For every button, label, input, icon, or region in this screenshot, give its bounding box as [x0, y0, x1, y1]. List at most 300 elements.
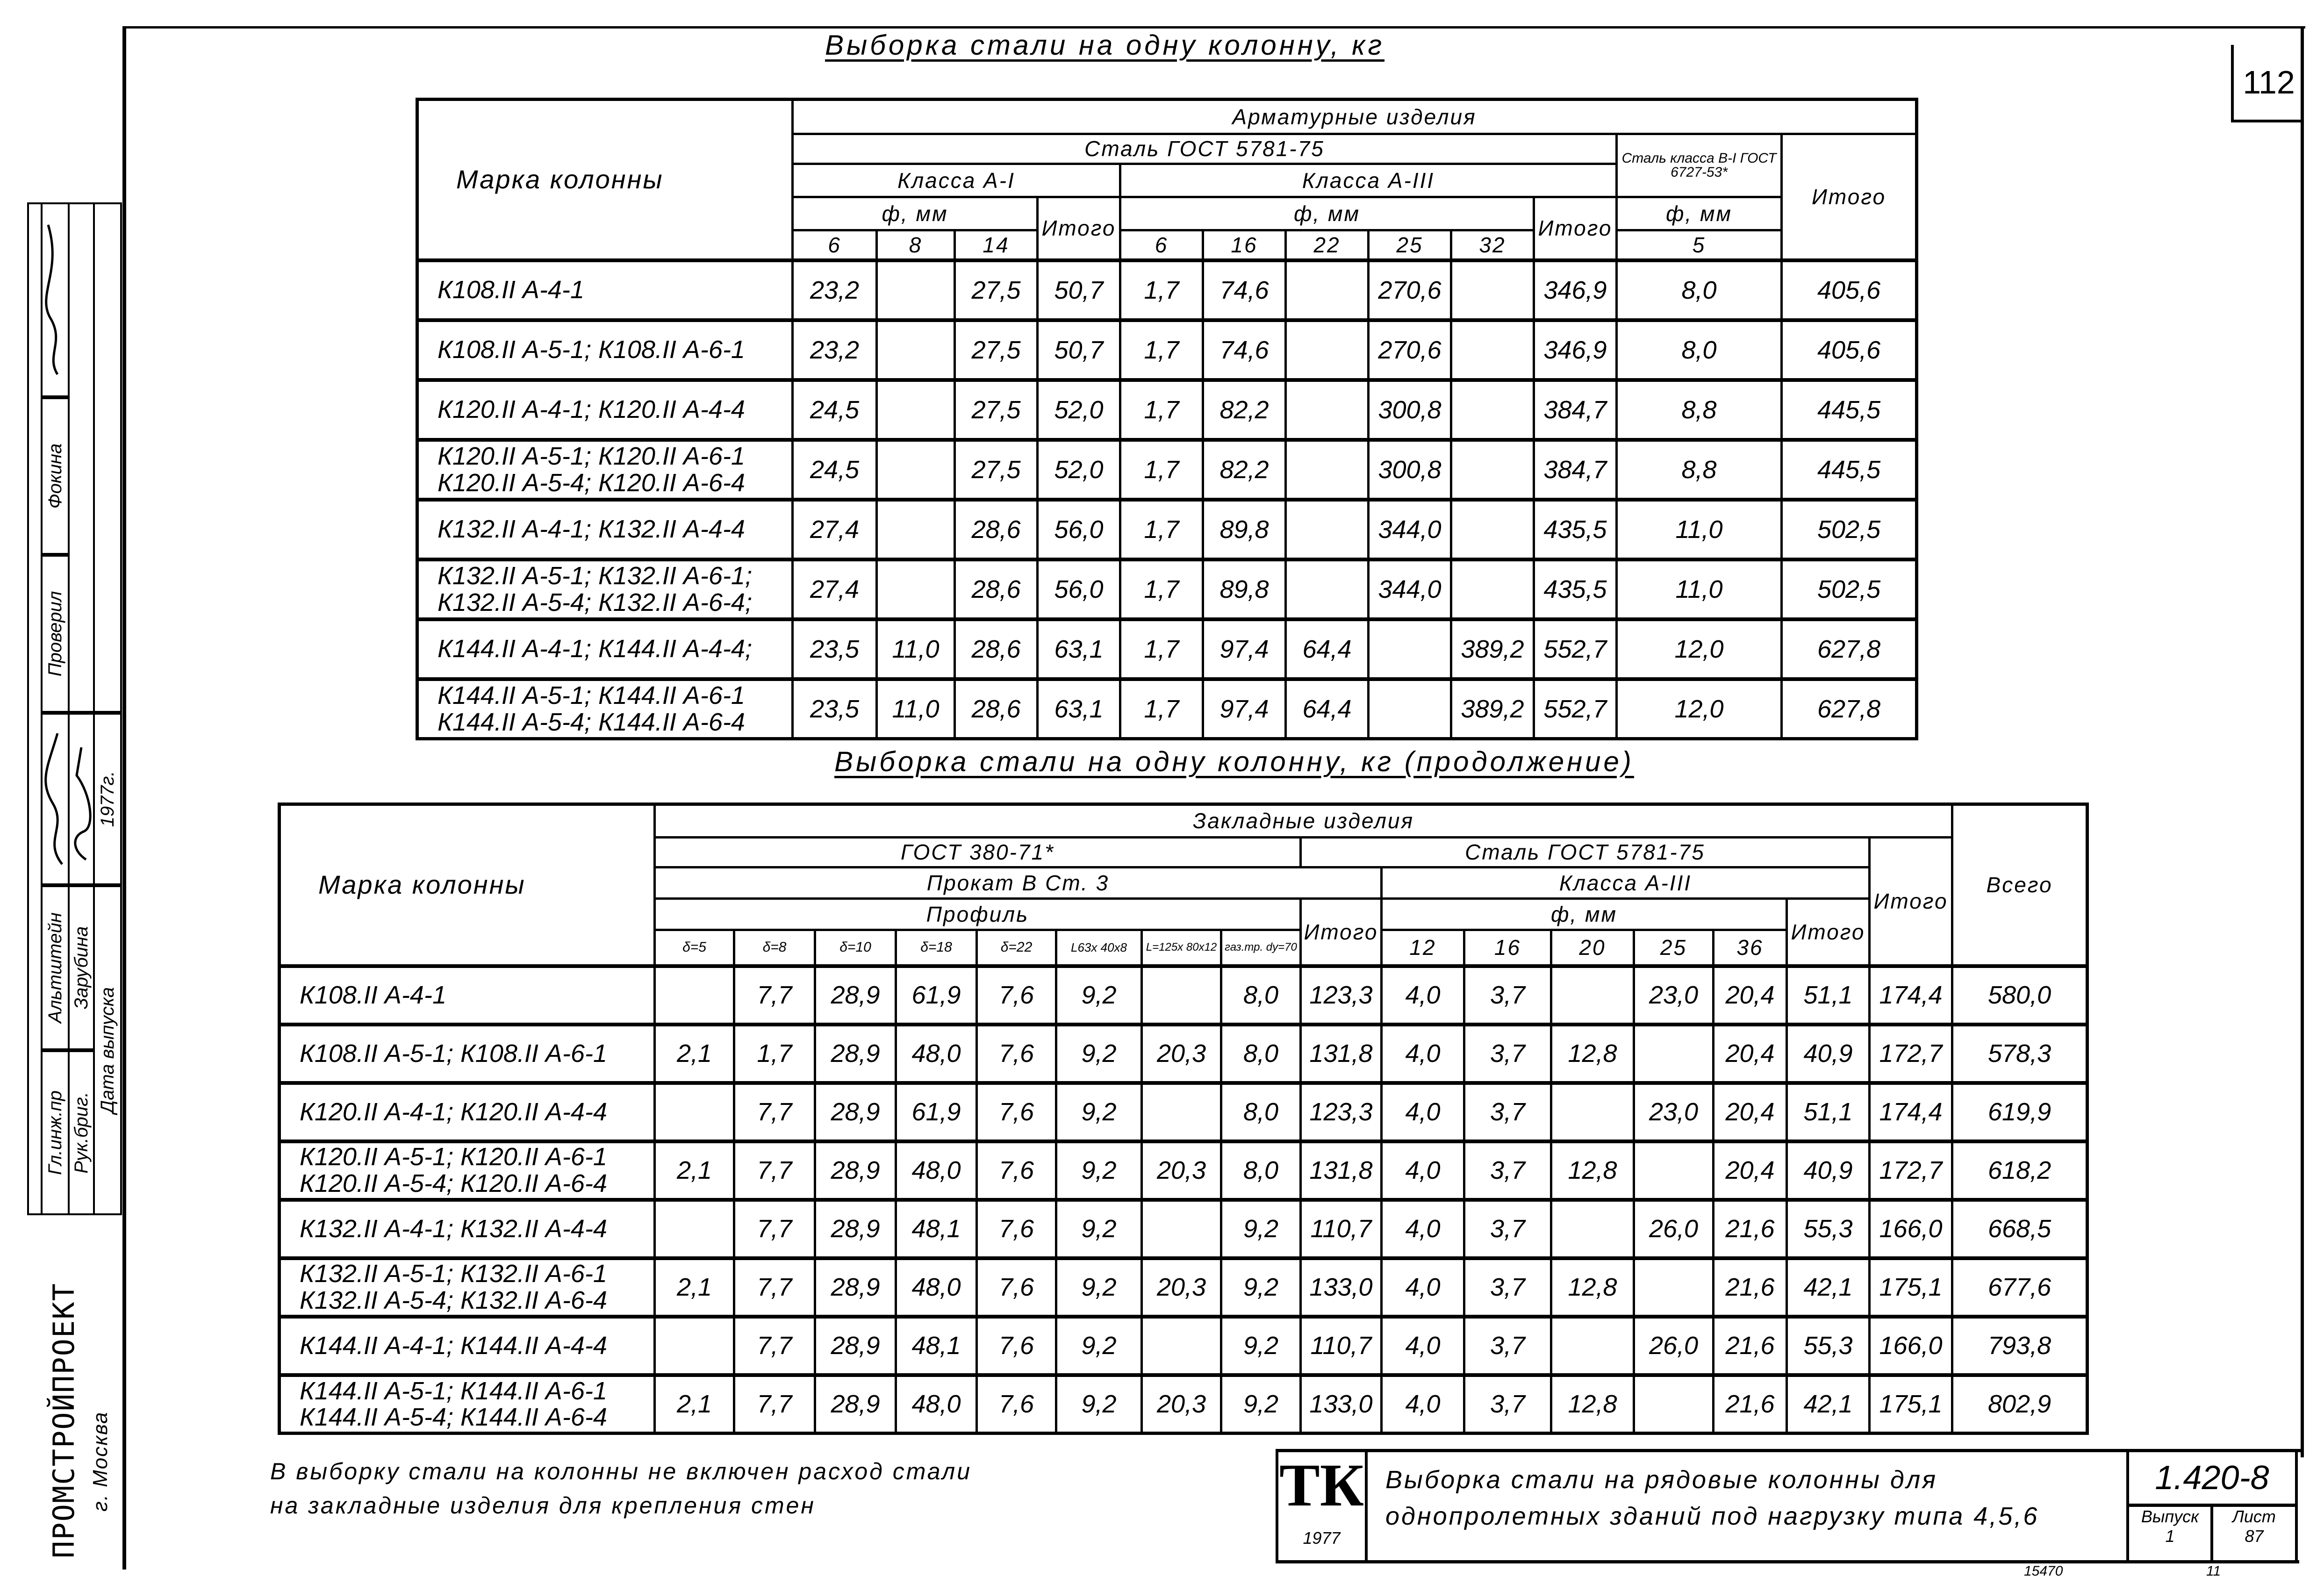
signature [68, 713, 95, 885]
value-cell [1142, 1317, 1221, 1375]
value-cell [1142, 1083, 1221, 1141]
value-cell: 8,8 [1617, 440, 1782, 500]
value-cell: 20,3 [1142, 1025, 1221, 1083]
title-block-bottom-border [1276, 1560, 2299, 1563]
value-cell: 48,0 [896, 1141, 977, 1200]
header-prokat: Прокат В Ст. 3 [655, 867, 1382, 899]
value-cell [1451, 440, 1534, 500]
value-cell [1286, 380, 1369, 440]
value-cell: 64,4 [1286, 679, 1369, 739]
value-cell: 23,2 [793, 260, 877, 320]
value-cell: 7,6 [977, 1375, 1056, 1433]
value-cell: 61,9 [896, 1083, 977, 1141]
value-cell [1551, 966, 1634, 1025]
value-cell: 8,0 [1617, 260, 1782, 320]
value-cell: 55,3 [1787, 1200, 1870, 1258]
header-group: Закладные изделия [655, 804, 1952, 838]
value-cell: 270,6 [1369, 320, 1451, 380]
header-d: 5 [1617, 230, 1782, 260]
value-cell [1286, 260, 1369, 320]
value-cell: 20,4 [1714, 1025, 1787, 1083]
header-d: 25 [1634, 930, 1714, 966]
value-cell: 502,5 [1782, 559, 1917, 619]
value-cell: 42,1 [1787, 1258, 1870, 1317]
value-cell [1634, 1025, 1714, 1083]
header-profile: δ=10 [815, 930, 896, 966]
value-cell: 9,2 [1056, 1375, 1142, 1433]
stamp-role: Дата выпуска [93, 885, 122, 1215]
value-cell: 4,0 [1382, 1025, 1464, 1083]
stamp-year: 1977г. [93, 713, 122, 885]
header-profile: δ=22 [977, 930, 1056, 966]
header-profile: газ.тр. dу=70 [1221, 930, 1301, 966]
value-cell: 28,9 [815, 1025, 896, 1083]
footnote-line: на закладные изделия для крепления стен [270, 1492, 816, 1519]
header-steel-gost: Сталь ГОСТ 5781-75 [793, 134, 1617, 164]
value-cell: 20,3 [1142, 1375, 1221, 1433]
value-cell: 48,0 [896, 1025, 977, 1083]
value-cell: 677,6 [1952, 1258, 2087, 1317]
value-cell [1451, 500, 1534, 559]
value-cell [1451, 380, 1534, 440]
value-cell: 7,6 [977, 1200, 1056, 1258]
column-mark-cell: К144.II А-4-1; К144.II А-4-4 [280, 1317, 655, 1375]
value-cell [1286, 500, 1369, 559]
column-mark-cell: К108.II А-5-1; К108.II А-6-1 [280, 1025, 655, 1083]
approval-stamp [0, 202, 124, 1568]
tk-logo-box [1276, 1452, 1368, 1562]
header-mark: Марка колонны [417, 100, 793, 260]
table-embedded-items [278, 803, 2089, 1435]
value-cell: 502,5 [1782, 500, 1917, 559]
value-cell: 20,4 [1714, 966, 1787, 1025]
table2-title: Выборка стали на одну колонну, кг (продолжение) [834, 746, 1634, 777]
value-cell: 4,0 [1382, 1317, 1464, 1375]
sheet-cell [2210, 1507, 2298, 1561]
header-grand-total: Всего [1952, 804, 2087, 966]
column-mark-cell: К144.II А-4-1; К144.II А-4-4; [417, 619, 793, 679]
stamp-empty [93, 202, 122, 713]
title-block [1276, 1449, 2304, 1564]
value-cell: 12,8 [1551, 1375, 1634, 1433]
value-cell: 346,9 [1534, 320, 1617, 380]
value-cell: 28,9 [815, 1258, 896, 1317]
header-d: 16 [1203, 230, 1286, 260]
value-cell: 23,0 [1634, 1083, 1714, 1141]
value-cell: 55,3 [1787, 1317, 1870, 1375]
value-cell: 9,2 [1221, 1317, 1301, 1375]
value-cell: 21,6 [1714, 1317, 1787, 1375]
table-row [280, 1083, 2087, 1141]
value-cell: 1,7 [734, 1025, 815, 1083]
value-cell: 97,4 [1203, 679, 1286, 739]
value-cell: 40,9 [1787, 1141, 1870, 1200]
value-cell [1286, 320, 1369, 380]
value-cell: 1,7 [1120, 559, 1203, 619]
table-row [280, 1317, 2087, 1375]
value-cell: 3,7 [1464, 1083, 1551, 1141]
frame-right-border [2301, 27, 2304, 1457]
organization-name: ПРОМСТРОЙПРОЕКТ [47, 1283, 81, 1558]
header-subtotal-a3: Итого [1534, 197, 1617, 260]
value-cell: 578,3 [1952, 1025, 2087, 1083]
value-cell: 20,4 [1714, 1083, 1787, 1141]
value-cell: 346,9 [1534, 260, 1617, 320]
stamp-name: Фокина [41, 397, 70, 555]
table-reinforcement [416, 98, 1918, 740]
value-cell: 48,0 [896, 1375, 977, 1433]
value-cell [1551, 1083, 1634, 1141]
stamp-name: Альтштейн [41, 885, 70, 1050]
stamp-role: Гл.инж.пр [41, 1050, 70, 1215]
value-cell: 11,0 [877, 619, 955, 679]
table-row [417, 619, 1917, 679]
column-mark-cell: К132.II А-4-1; К132.II А-4-4 [417, 500, 793, 559]
value-cell: 8,0 [1617, 320, 1782, 380]
value-cell [1369, 679, 1451, 739]
value-cell: 56,0 [1038, 500, 1120, 559]
value-cell: 9,2 [1056, 1141, 1142, 1200]
drawing-title-line: однопролетных зданий под нагрузку типа 4,5,6 [1385, 1502, 2039, 1531]
sheet-label: Лист [2232, 1507, 2276, 1526]
value-cell [1369, 619, 1451, 679]
value-cell [877, 380, 955, 440]
format-mark: 11 [2206, 1563, 2221, 1579]
value-cell: 7,6 [977, 1083, 1056, 1141]
drawing-title-line: Выборка стали на рядовые колонны для [1385, 1466, 1938, 1494]
value-cell: 4,0 [1382, 1200, 1464, 1258]
table2-body [280, 966, 2087, 1433]
value-cell: 384,7 [1534, 440, 1617, 500]
signature [41, 202, 70, 397]
value-cell [1551, 1200, 1634, 1258]
value-cell: 27,5 [955, 320, 1038, 380]
value-cell: 384,7 [1534, 380, 1617, 440]
table-row [280, 966, 2087, 1025]
frame-top-border [122, 26, 2305, 29]
table-row [417, 559, 1917, 619]
header-d: 14 [955, 230, 1038, 260]
column-mark-cell: К132.II А-5-1; К132.II А-6-1 К132.II А-5-4; К132.II А-6-4 [280, 1258, 655, 1317]
value-cell: 8,8 [1617, 380, 1782, 440]
value-cell: 12,8 [1551, 1025, 1634, 1083]
column-mark-cell: К120.II А-5-1; К120.II А-6-1 К120.II А-5-4; К120.II А-6-4 [417, 440, 793, 500]
value-cell: 552,7 [1534, 619, 1617, 679]
value-cell: 56,0 [1038, 559, 1120, 619]
value-cell: 405,6 [1782, 260, 1917, 320]
header-profile: δ=5 [655, 930, 734, 966]
value-cell: 28,6 [955, 679, 1038, 739]
organization-city: г. Москва [89, 1411, 112, 1512]
header-d: 25 [1369, 230, 1451, 260]
column-mark-cell: К132.II А-5-1; К132.II А-6-1; К132.II А-5-4; К132.II А-6-4; [417, 559, 793, 619]
value-cell: 27,5 [955, 260, 1038, 320]
value-cell: 7,7 [734, 1317, 815, 1375]
value-cell: 1,7 [1120, 500, 1203, 559]
value-cell: 7,7 [734, 1200, 815, 1258]
column-mark-cell: К120.II А-4-1; К120.II А-4-4 [417, 380, 793, 440]
value-cell: 7,6 [977, 1141, 1056, 1200]
table-row [280, 1025, 2087, 1083]
value-cell: 445,5 [1782, 380, 1917, 440]
value-cell: 8,0 [1221, 966, 1301, 1025]
value-cell: 3,7 [1464, 1141, 1551, 1200]
value-cell: 175,1 [1870, 1375, 1952, 1433]
column-mark-cell: К108.II А-4-1 [417, 260, 793, 320]
value-cell: 300,8 [1369, 380, 1451, 440]
inventory-number: 15470 [2024, 1563, 2063, 1579]
value-cell: 21,6 [1714, 1200, 1787, 1258]
value-cell: 174,4 [1870, 1083, 1952, 1141]
header-class-a1: Класса А-I [793, 164, 1120, 197]
value-cell: 300,8 [1369, 440, 1451, 500]
header-class-a3: Класса А-III [1382, 867, 1870, 899]
value-cell: 7,6 [977, 1025, 1056, 1083]
value-cell: 4,0 [1382, 1258, 1464, 1317]
table-row [280, 1141, 2087, 1200]
issue-cell [2126, 1507, 2211, 1561]
value-cell: 8,0 [1221, 1141, 1301, 1200]
header-d: 36 [1714, 930, 1787, 966]
value-cell: 27,5 [955, 440, 1038, 500]
column-mark-cell: К108.II А-5-1; К108.II А-6-1 [417, 320, 793, 380]
value-cell: 7,6 [977, 1317, 1056, 1375]
value-cell: 270,6 [1369, 260, 1451, 320]
header-profile: L=125x 80x12 [1142, 930, 1221, 966]
value-cell: 50,7 [1038, 260, 1120, 320]
value-cell: 627,8 [1782, 679, 1917, 739]
value-cell: 42,1 [1787, 1375, 1870, 1433]
value-cell: 174,4 [1870, 966, 1952, 1025]
table-row [280, 1258, 2087, 1317]
value-cell: 7,7 [734, 1375, 815, 1433]
value-cell: 7,7 [734, 1258, 815, 1317]
value-cell: 110,7 [1301, 1317, 1382, 1375]
value-cell: 619,9 [1952, 1083, 2087, 1141]
value-cell: 63,1 [1038, 679, 1120, 739]
sheet-number: 112 [2231, 45, 2304, 122]
value-cell: 40,9 [1787, 1025, 1870, 1083]
tk-year: 1977 [1303, 1528, 1341, 1548]
header-gost380: ГОСТ 380-71* [655, 838, 1301, 867]
value-cell: 4,0 [1382, 966, 1464, 1025]
value-cell: 389,2 [1451, 619, 1534, 679]
value-cell [655, 1200, 734, 1258]
value-cell: 435,5 [1534, 559, 1617, 619]
header-diam-a3: ф, мм [1120, 197, 1534, 230]
value-cell: 26,0 [1634, 1317, 1714, 1375]
value-cell: 23,5 [793, 619, 877, 679]
value-cell [1286, 440, 1369, 500]
value-cell: 97,4 [1203, 619, 1286, 679]
value-cell: 89,8 [1203, 500, 1286, 559]
value-cell: 28,6 [955, 500, 1038, 559]
value-cell: 344,0 [1369, 500, 1451, 559]
value-cell: 668,5 [1952, 1200, 2087, 1258]
value-cell: 21,6 [1714, 1375, 1787, 1433]
column-mark-cell: К120.II А-5-1; К120.II А-6-1 К120.II А-5-4; К120.II А-6-4 [280, 1141, 655, 1200]
value-cell: 172,7 [1870, 1141, 1952, 1200]
value-cell: 48,1 [896, 1317, 977, 1375]
header-profile: δ=8 [734, 930, 815, 966]
value-cell: 2,1 [655, 1258, 734, 1317]
header-d: 20 [1551, 930, 1634, 966]
value-cell: 28,9 [815, 1200, 896, 1258]
header-d: 6 [793, 230, 877, 260]
value-cell: 131,8 [1301, 1025, 1382, 1083]
header-d: 6 [1120, 230, 1203, 260]
value-cell: 27,4 [793, 559, 877, 619]
value-cell [877, 559, 955, 619]
value-cell: 9,2 [1056, 1200, 1142, 1258]
value-cell: 11,0 [877, 679, 955, 739]
value-cell: 20,3 [1142, 1141, 1221, 1200]
value-cell: 9,2 [1221, 1258, 1301, 1317]
value-cell: 27,4 [793, 500, 877, 559]
value-cell: 175,1 [1870, 1258, 1952, 1317]
table-row [280, 1200, 2087, 1258]
value-cell [655, 966, 734, 1025]
value-cell: 52,0 [1038, 440, 1120, 500]
value-cell: 2,1 [655, 1375, 734, 1433]
value-cell: 405,6 [1782, 320, 1917, 380]
header-profile: Профиль [655, 899, 1301, 930]
value-cell [1142, 966, 1221, 1025]
stamp-name: Зарубина [68, 885, 95, 1050]
value-cell: 28,6 [955, 559, 1038, 619]
table1-title: Выборка стали на одну колонну, кг [825, 29, 1385, 61]
value-cell: 9,2 [1056, 1317, 1142, 1375]
value-cell: 74,6 [1203, 320, 1286, 380]
value-cell: 793,8 [1952, 1317, 2087, 1375]
table-row [417, 320, 1917, 380]
value-cell: 166,0 [1870, 1200, 1952, 1258]
value-cell: 20,3 [1142, 1258, 1221, 1317]
value-cell: 74,6 [1203, 260, 1286, 320]
value-cell: 64,4 [1286, 619, 1369, 679]
value-cell: 172,7 [1870, 1025, 1952, 1083]
header-total: Итого [1782, 134, 1917, 260]
value-cell: 12,0 [1617, 679, 1782, 739]
sheet-value: 87 [2245, 1527, 2264, 1546]
value-cell: 24,5 [793, 380, 877, 440]
value-cell: 4,0 [1382, 1375, 1464, 1433]
table-row [417, 440, 1917, 500]
footnote [270, 1455, 972, 1522]
value-cell: 7,7 [734, 966, 815, 1025]
value-cell: 7,6 [977, 1258, 1056, 1317]
value-cell: 8,0 [1221, 1025, 1301, 1083]
value-cell [1551, 1317, 1634, 1375]
value-cell: 48,1 [896, 1200, 977, 1258]
value-cell: 12,8 [1551, 1141, 1634, 1200]
value-cell: 9,2 [1221, 1375, 1301, 1433]
header-subtotal-a3: Итого [1787, 899, 1870, 966]
value-cell: 1,7 [1120, 320, 1203, 380]
value-cell: 24,5 [793, 440, 877, 500]
value-cell: 123,3 [1301, 966, 1382, 1025]
header-d: 12 [1382, 930, 1464, 966]
header-d: 8 [877, 230, 955, 260]
value-cell: 3,7 [1464, 1317, 1551, 1375]
value-cell: 21,6 [1714, 1258, 1787, 1317]
header-total: Итого [1870, 838, 1952, 966]
table-row [417, 380, 1917, 440]
value-cell: 1,7 [1120, 440, 1203, 500]
header-profile: L63x 40x8 [1056, 930, 1142, 966]
doc-number: 1.420-8 [2126, 1452, 2298, 1507]
value-cell: 110,7 [1301, 1200, 1382, 1258]
signature [41, 713, 70, 885]
header-mark: Марка колонны [280, 804, 655, 966]
value-cell: 3,7 [1464, 1375, 1551, 1433]
stamp-role: Проверил [41, 555, 70, 713]
value-cell: 2,1 [655, 1025, 734, 1083]
column-mark-cell: К120.II А-4-1; К120.II А-4-4 [280, 1083, 655, 1141]
column-mark-cell: К132.II А-4-1; К132.II А-4-4 [280, 1200, 655, 1258]
value-cell: 11,0 [1617, 500, 1782, 559]
value-cell: 63,1 [1038, 619, 1120, 679]
value-cell [1634, 1258, 1714, 1317]
stamp-role: Рук.бриг. [68, 1050, 95, 1215]
tk-logo: ТК [1279, 1452, 1364, 1519]
value-cell: 802,9 [1952, 1375, 2087, 1433]
header-steel-gost: Сталь ГОСТ 5781-75 [1301, 838, 1870, 867]
table-row [417, 679, 1917, 739]
value-cell: 82,2 [1203, 440, 1286, 500]
value-cell: 28,9 [815, 1141, 896, 1200]
value-cell [1451, 320, 1534, 380]
drawing-title [1385, 1462, 2039, 1535]
value-cell: 28,9 [815, 966, 896, 1025]
value-cell [1142, 1200, 1221, 1258]
value-cell: 61,9 [896, 966, 977, 1025]
value-cell: 133,0 [1301, 1375, 1382, 1433]
value-cell: 166,0 [1870, 1317, 1952, 1375]
value-cell: 12,0 [1617, 619, 1782, 679]
stamp-empty [68, 202, 95, 713]
value-cell [1451, 559, 1534, 619]
value-cell [1634, 1141, 1714, 1200]
value-cell: 28,9 [815, 1083, 896, 1141]
header-diam: ф, мм [1382, 899, 1787, 930]
value-cell: 435,5 [1534, 500, 1617, 559]
value-cell: 7,7 [734, 1083, 815, 1141]
table-row [417, 500, 1917, 559]
value-cell: 11,0 [1617, 559, 1782, 619]
header-diam-b1: ф, мм [1617, 197, 1782, 230]
value-cell: 9,2 [1056, 966, 1142, 1025]
value-cell: 27,5 [955, 380, 1038, 440]
value-cell: 4,0 [1382, 1141, 1464, 1200]
value-cell: 344,0 [1369, 559, 1451, 619]
value-cell: 51,1 [1787, 966, 1870, 1025]
value-cell: 23,0 [1634, 966, 1714, 1025]
value-cell: 28,9 [815, 1375, 896, 1433]
value-cell [1286, 559, 1369, 619]
value-cell: 133,0 [1301, 1258, 1382, 1317]
header-class-a3: Класса А-III [1120, 164, 1617, 197]
value-cell: 51,1 [1787, 1083, 1870, 1141]
value-cell: 1,7 [1120, 260, 1203, 320]
value-cell: 131,8 [1301, 1141, 1382, 1200]
value-cell [877, 440, 955, 500]
value-cell: 1,7 [1120, 380, 1203, 440]
value-cell: 7,7 [734, 1141, 815, 1200]
value-cell: 26,0 [1634, 1200, 1714, 1258]
value-cell [655, 1317, 734, 1375]
value-cell: 28,9 [815, 1317, 896, 1375]
